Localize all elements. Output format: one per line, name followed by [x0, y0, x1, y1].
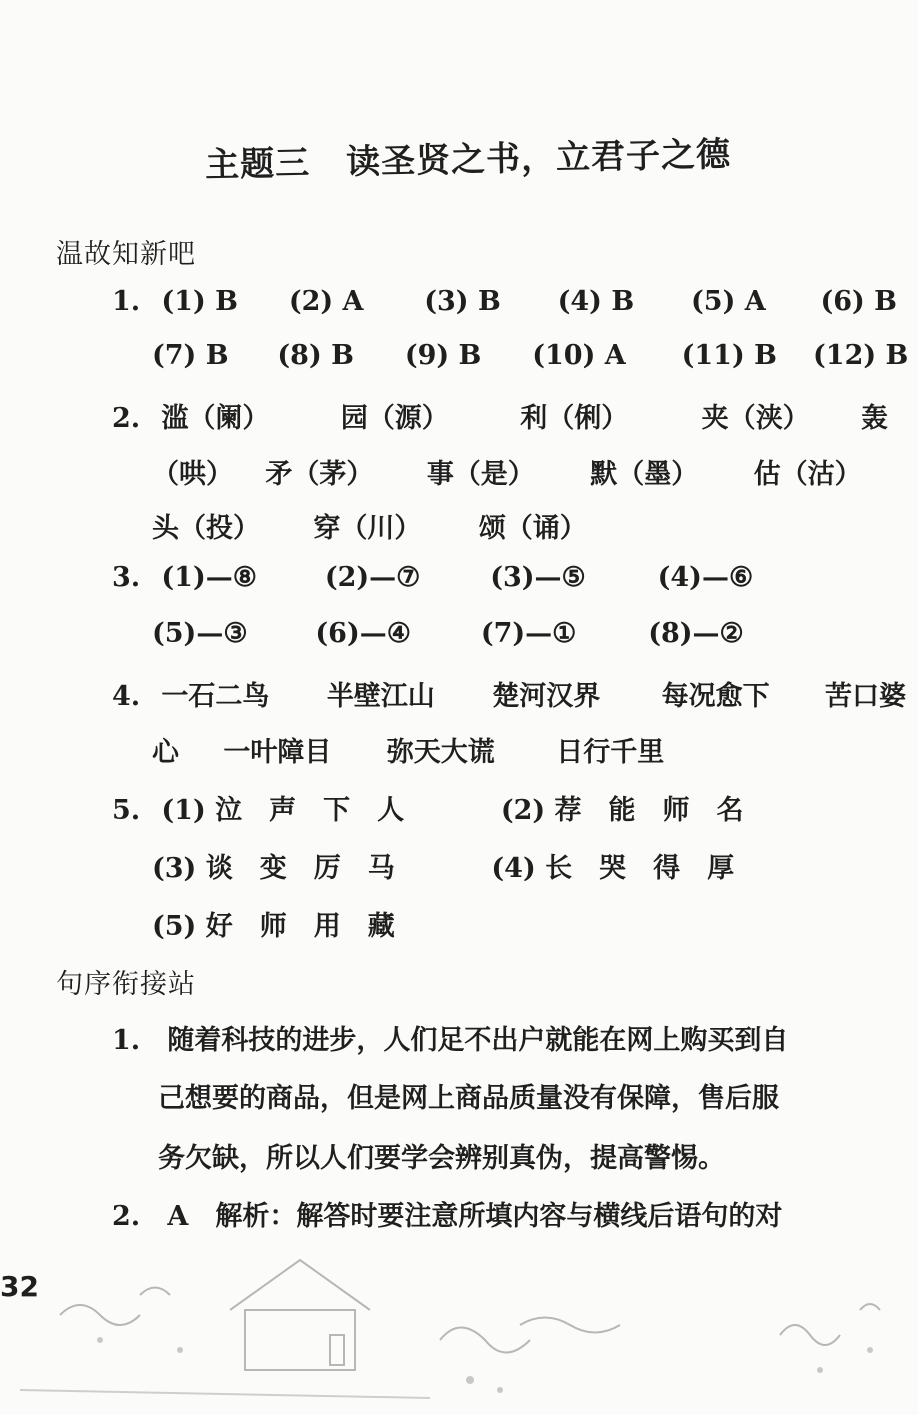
q4-row1 — [112, 674, 906, 713]
q2-number: 2. — [112, 403, 141, 434]
answer-item: (6)—④ — [315, 618, 411, 649]
q3-row2 — [152, 618, 744, 649]
answer-item: (4) B — [557, 286, 635, 317]
answer-item: 园（源） — [340, 403, 449, 434]
answer-item: 半壁江山 — [326, 681, 435, 712]
s2-q1-line1 — [112, 1018, 788, 1057]
answer-text-line: 随着科技的进步，人们足不出户就能在网上购买到自 — [167, 1025, 789, 1056]
answer-item: (8) B — [277, 340, 354, 371]
s2-q1-number: 1. — [112, 1025, 141, 1056]
title-theme-text: 读圣贤之书，立君子之德 — [345, 134, 732, 183]
q5-row2 — [152, 846, 734, 885]
s2-q1-line3 — [158, 1136, 725, 1175]
answer-item: (3) 谈 变 厉 马 — [152, 853, 395, 884]
s2-q1-line2 — [158, 1076, 779, 1115]
answer-item: 一石二鸟 — [161, 681, 270, 712]
q5-row1 — [112, 788, 744, 827]
answer-item: (2) 荐 能 师 名 — [500, 795, 744, 826]
answer-item: (12) B — [813, 340, 909, 371]
answer-item: 颂（诵） — [478, 513, 587, 544]
answer-item: (1) 泣 声 下 人 — [161, 795, 405, 826]
footer-decoration — [0, 1240, 918, 1415]
q2-row2 — [152, 452, 862, 491]
answer-item: (6) B — [820, 286, 897, 317]
q4-number: 4. — [112, 681, 141, 712]
answer-item: 日行千里 — [556, 737, 665, 768]
title-theme-label: 主题三 — [204, 143, 311, 186]
answer-item: (7) B — [152, 340, 229, 371]
q2-row3 — [152, 506, 587, 545]
answer-item: 楚河汉界 — [492, 681, 601, 712]
answer-item: (10) A — [532, 340, 626, 371]
answer-item: 每况愈下 — [661, 681, 770, 712]
q1-row2 — [152, 340, 908, 371]
answer-item: (5) 好 师 用 藏 — [152, 911, 395, 942]
answer-item: (5)—③ — [152, 618, 248, 649]
answer-item: 轰 — [861, 403, 889, 434]
q2-row1 — [112, 396, 888, 435]
section-heading-review: 温故知新吧 — [56, 239, 196, 270]
answer-item: 滥（阑） — [161, 403, 270, 434]
answer-item: 穿（川） — [313, 513, 422, 544]
answer-item: (5) A — [691, 286, 766, 317]
answer-item: (3)—⑤ — [490, 562, 586, 593]
house-roof-icon — [230, 1260, 370, 1310]
answer-item: (9) B — [404, 340, 482, 371]
answer-text-line: 己想要的商品，但是网上商品质量没有保障，售后服 — [158, 1083, 779, 1114]
answer-item: 苦口婆 — [825, 681, 907, 712]
answer-text-line: 务欠缺，所以人们要学会辨别真伪，提高警惕。 — [158, 1143, 725, 1174]
answer-item: (4)—⑥ — [657, 562, 754, 593]
answer-item: (1)—⑧ — [161, 562, 257, 593]
answer-item: 估（沽） — [753, 459, 862, 490]
q3-row1 — [112, 562, 753, 593]
answer-item: (1) B — [161, 286, 238, 317]
answer-item: （哄） — [152, 459, 233, 490]
answer-item: 弥天大谎 — [386, 737, 495, 768]
q4-row2 — [152, 730, 664, 769]
q5-row3 — [152, 904, 395, 943]
page-number: 32 — [0, 1270, 39, 1303]
answer-item: 夹（浃） — [701, 403, 810, 434]
q3-number: 3. — [112, 562, 141, 593]
answer-item: (11) B — [681, 340, 777, 371]
answer-item: (2) A — [288, 286, 364, 317]
answer-item: 头（投） — [152, 513, 260, 544]
answer-item: (8)—② — [648, 618, 744, 649]
s2-q2-line1 — [112, 1194, 782, 1233]
answer-item: (2)—⑦ — [324, 562, 421, 593]
q1-row1 — [112, 286, 897, 317]
s2-q2-number: 2. — [112, 1201, 141, 1232]
answer-item: 一叶障目 — [223, 737, 332, 768]
answer-item: 利（俐） — [520, 403, 629, 434]
answer-item: (3) B — [424, 286, 501, 317]
answer-text-line: A 解析：解答时要注意所填内容与横线后语句的对 — [167, 1201, 783, 1232]
answer-item: 事（是） — [426, 459, 535, 490]
page-title — [205, 126, 732, 186]
answer-item: 心 — [152, 737, 179, 768]
answer-item: (7)—① — [480, 618, 577, 649]
q1-number: 1. — [112, 286, 141, 317]
answer-item: (4) 长 哭 得 厚 — [491, 853, 735, 884]
house-body-icon — [245, 1310, 355, 1370]
answer-item: 默（墨） — [590, 459, 699, 490]
section-heading-sentence-order: 句序衔接站 — [56, 969, 196, 1000]
q5-number: 5. — [112, 795, 141, 826]
answer-item: 矛（茅） — [265, 459, 374, 490]
